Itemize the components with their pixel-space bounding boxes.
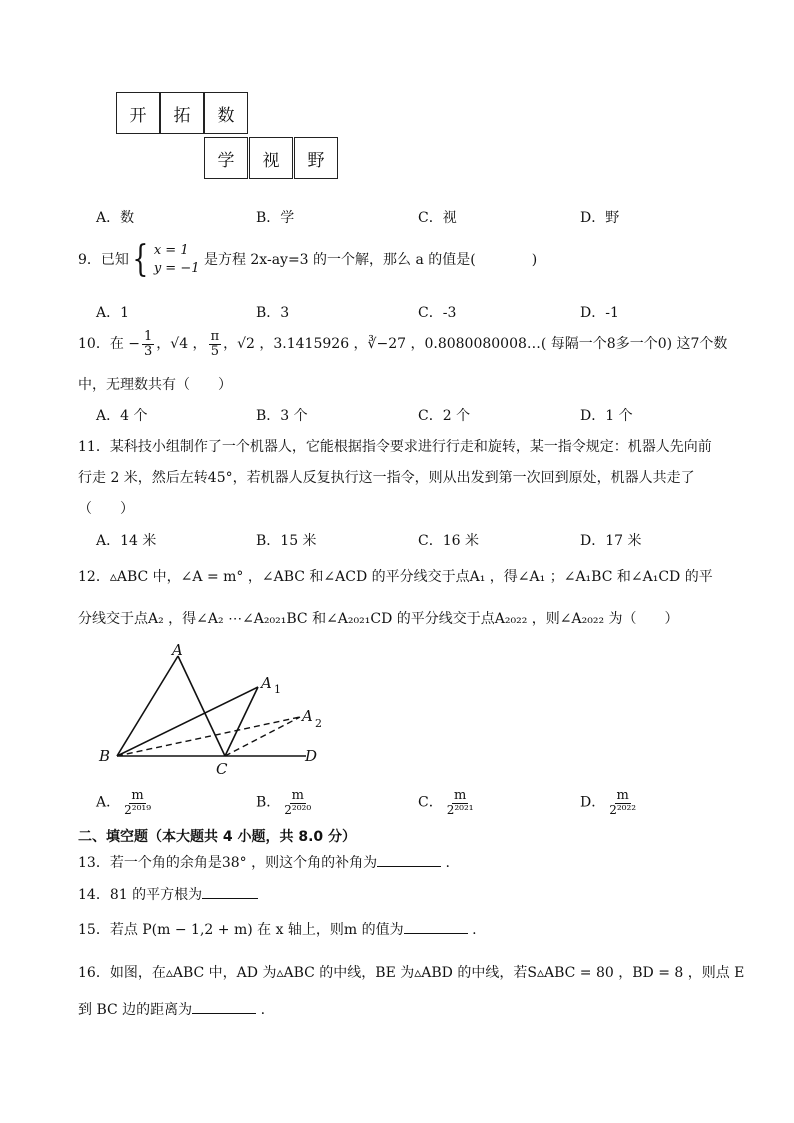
q10-prefix: 10．在 − <box>78 336 140 353</box>
q12-option-c[interactable]: C． $\frac{m}{\text{2²⁰²¹}}$ <box>418 788 474 817</box>
q11-option-a[interactable]: A．14 米 <box>96 533 157 549</box>
net-cell: 视 <box>249 137 293 179</box>
q11-line2: 行走 2 米，然后左转45°，若机器人反复执行这一指令，则从出发到第一次回到原处，机器人共走了 <box>78 470 695 486</box>
label-b: B <box>99 747 111 765</box>
q12-option-a[interactable]: A． $\frac{m}{\text{2²⁰¹⁹}}$ <box>96 788 152 817</box>
q10-seg2: ，√2 ，3.1415926 ，∛−27 ，0.8080080008…( 每隔一个8多一个0) 这7个数 <box>223 336 728 353</box>
fraction-one-third: $\frac{1}{3}$ <box>144 329 153 359</box>
line-ca1 <box>225 687 258 756</box>
q16-text: 到 BC 边的距离为 <box>78 1002 193 1018</box>
q11-option-d[interactable]: D．17 米 <box>580 533 642 549</box>
q15-text: 15．若点 P(m − 1,2 + m) 在 x 轴上，则m 的值为 <box>78 922 404 938</box>
q15-answer-blank[interactable] <box>404 919 468 934</box>
q8-option-d[interactable]: D．野 <box>580 210 620 226</box>
q10-option-a[interactable]: A．4 个 <box>96 408 148 424</box>
line-ca2 <box>225 717 300 756</box>
q11-option-b[interactable]: B．15 米 <box>256 533 317 549</box>
section-title: 二、填空题（本大题共 4 小题，共 8.0 分） <box>78 829 357 845</box>
question-10 <box>78 330 727 358</box>
equation-system: { x = 1 y = −1 <box>132 239 200 281</box>
net-cell: 数 <box>204 92 248 134</box>
label-d: D <box>305 747 318 765</box>
q12-line1: 12．▵ABC 中，∠A = m° ，∠ABC 和∠ACD 的平分线交于点A₁ ，得∠A₁ ；∠A₁BC 和∠A₁CD 的平 <box>78 569 713 585</box>
label-a1-sub: 1 <box>274 683 281 696</box>
q14-answer-blank[interactable] <box>202 884 258 899</box>
question-14 <box>78 884 258 904</box>
q15-post: . <box>467 922 477 938</box>
q13-post: . <box>441 855 450 871</box>
net-cell: 学 <box>204 137 248 179</box>
q11-line1: 11．某科技小组制作了一个机器人，它能根据指令要求进行行走和旋转，某一指令规定：机器人先向前 <box>78 439 712 455</box>
question-9 <box>78 239 538 281</box>
q10-option-c[interactable]: C．2 个 <box>418 408 471 424</box>
q8-option-b[interactable]: B．学 <box>256 210 295 226</box>
q10-line2: 中，无理数共有（ ） <box>78 377 232 393</box>
q16-line1: 16．如图，在▵ABC 中，AD 为▵ABC 的中线，BE 为▵ABD 的中线，若S▵ABC = 80 ，BD = 8 ，则点 E <box>78 965 745 981</box>
net-cell: 开 <box>116 92 160 134</box>
fraction-pi-fifth: $\frac{\pi}{5}$ <box>210 329 220 359</box>
question-13 <box>78 852 450 872</box>
q12-option-d[interactable]: D． $\frac{m}{\text{2²⁰²²}}$ <box>580 788 637 817</box>
q14-text: 14．81 的平方根为 <box>78 887 203 903</box>
q13-answer-blank[interactable] <box>377 852 441 867</box>
label-a2-sub: 2 <box>315 717 322 730</box>
q9-option-d[interactable]: D．-1 <box>580 305 619 321</box>
q10-seg1: ，√4 ， <box>156 336 207 353</box>
q11-option-c[interactable]: C．16 米 <box>418 533 479 549</box>
q16-post: . <box>256 1002 266 1018</box>
q9-option-a[interactable]: A．1 <box>96 305 130 321</box>
line-ba2 <box>117 717 300 756</box>
q13-text: 13．若一个角的余角是38° ，则这个角的补角为 <box>78 855 378 871</box>
net-cell: 野 <box>294 137 338 179</box>
q16-answer-blank[interactable] <box>192 999 256 1014</box>
label-a1: A <box>261 674 272 692</box>
q12-line2: 分线交于点A₂ ，得∠A₂ ⋯∠A₂₀₂₁BC 和∠A₂₀₂₁CD 的平分线交于点A₂₀₂₂ ，则∠A₂₀₂₂ 为（ ） <box>78 611 679 627</box>
q10-option-d[interactable]: D．1 个 <box>580 408 633 424</box>
q9-eq2: y = −1 <box>153 261 200 277</box>
q12-option-b[interactable]: B． $\frac{m}{\text{2²⁰²⁰}}$ <box>256 788 312 817</box>
q8-option-c[interactable]: C．视 <box>418 210 457 226</box>
question-15 <box>78 919 477 939</box>
q9-prefix: 9．已知 <box>78 252 129 269</box>
q10-option-b[interactable]: B．3 个 <box>256 408 308 424</box>
label-a2: A <box>302 707 313 725</box>
q16-line2 <box>78 999 265 1019</box>
net-cell: 拓 <box>160 92 204 134</box>
q9-option-b[interactable]: B．3 <box>256 305 290 321</box>
q11-line3: （ ） <box>78 501 134 517</box>
q8-option-a[interactable]: A．数 <box>96 210 135 226</box>
label-a: A <box>172 641 183 659</box>
q9-option-c[interactable]: C．-3 <box>418 305 457 321</box>
q9-eq1: x = 1 <box>153 243 189 258</box>
q12-triangle-figure <box>90 640 330 775</box>
q9-suffix: 是方程 2x-ay=3 的一个解，那么 a 的值是( ) <box>203 252 538 269</box>
label-c: C <box>216 760 228 775</box>
